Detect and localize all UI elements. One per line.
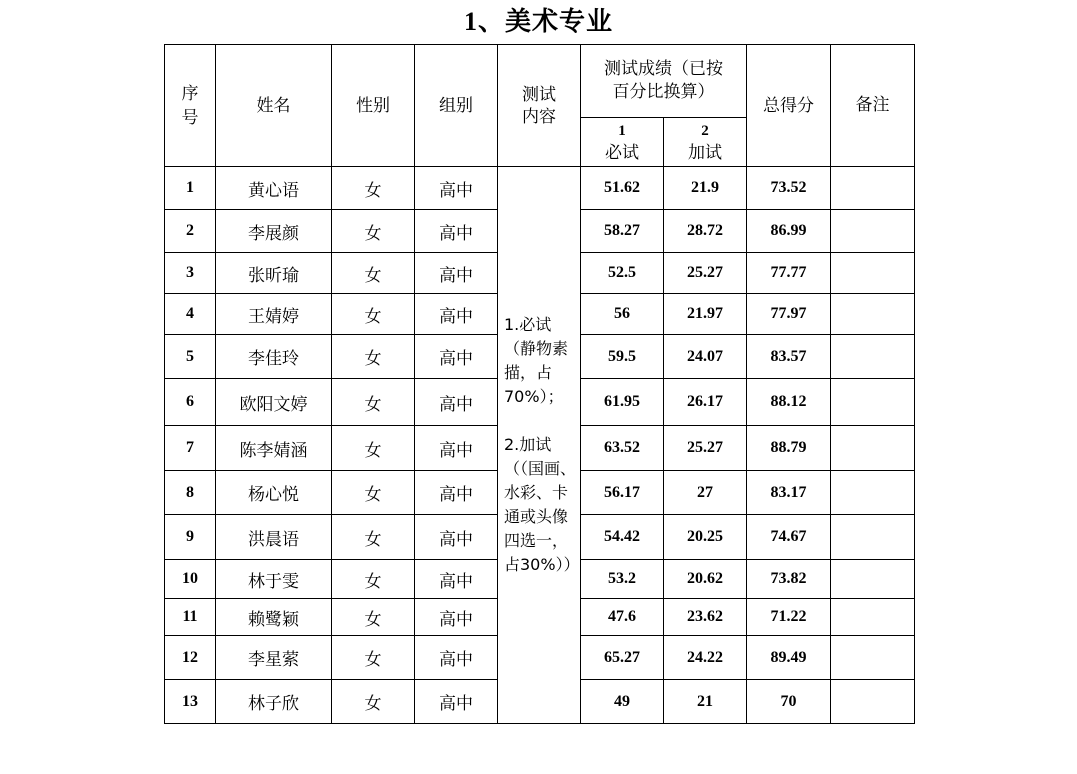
cell-gender: 女 bbox=[332, 680, 415, 724]
cell-required-score: 61.95 bbox=[581, 379, 664, 426]
cell-total: 71.22 bbox=[747, 599, 831, 636]
cell-group: 高中 bbox=[415, 560, 498, 599]
cell-total: 89.49 bbox=[747, 636, 831, 680]
cell-required-score: 47.6 bbox=[581, 599, 664, 636]
cell-remark bbox=[831, 599, 915, 636]
cell-total: 86.99 bbox=[747, 210, 831, 253]
page-title bbox=[0, 4, 1077, 40]
cell-required-score: 65.27 bbox=[581, 636, 664, 680]
cell-name: 陈李婧涵 bbox=[216, 426, 332, 471]
cell-remark bbox=[831, 167, 915, 210]
cell-required-score: 53.2 bbox=[581, 560, 664, 599]
header-name: 姓名 bbox=[216, 45, 332, 167]
cell-required-score: 58.27 bbox=[581, 210, 664, 253]
cell-total: 83.57 bbox=[747, 335, 831, 379]
cell-total: 77.77 bbox=[747, 253, 831, 294]
header-gender: 性别 bbox=[332, 45, 415, 167]
cell-seq: 11 bbox=[165, 599, 216, 636]
cell-required-score: 56.17 bbox=[581, 471, 664, 515]
cell-extra-score: 20.62 bbox=[664, 560, 747, 599]
cell-group: 高中 bbox=[415, 680, 498, 724]
cell-name: 杨心悦 bbox=[216, 471, 332, 515]
cell-required-score: 56 bbox=[581, 294, 664, 335]
cell-total: 88.79 bbox=[747, 426, 831, 471]
cell-seq: 2 bbox=[165, 210, 216, 253]
test-content-text: 1.必试（静物素描，占70%）； 2.加试（（国画、水彩、卡通或头像四选一，占30%）） bbox=[504, 315, 580, 574]
cell-gender: 女 bbox=[332, 560, 415, 599]
cell-remark bbox=[831, 294, 915, 335]
cell-gender: 女 bbox=[332, 426, 415, 471]
cell-gender: 女 bbox=[332, 253, 415, 294]
cell-name: 林子欣 bbox=[216, 680, 332, 724]
cell-remark bbox=[831, 210, 915, 253]
cell-seq: 8 bbox=[165, 471, 216, 515]
cell-total: 88.12 bbox=[747, 379, 831, 426]
header-group: 组别 bbox=[415, 45, 498, 167]
cell-gender: 女 bbox=[332, 515, 415, 560]
cell-remark bbox=[831, 560, 915, 599]
cell-extra-score: 21.9 bbox=[664, 167, 747, 210]
header-content: 测试内容 bbox=[498, 45, 581, 167]
cell-group: 高中 bbox=[415, 210, 498, 253]
cell-remark bbox=[831, 471, 915, 515]
cell-required-score: 59.5 bbox=[581, 335, 664, 379]
cell-name: 张昕瑜 bbox=[216, 253, 332, 294]
cell-name: 李展颜 bbox=[216, 210, 332, 253]
cell-group: 高中 bbox=[415, 335, 498, 379]
cell-remark bbox=[831, 335, 915, 379]
cell-extra-score: 24.22 bbox=[664, 636, 747, 680]
cell-seq: 6 bbox=[165, 379, 216, 426]
cell-total: 73.82 bbox=[747, 560, 831, 599]
cell-seq: 10 bbox=[165, 560, 216, 599]
cell-group: 高中 bbox=[415, 636, 498, 680]
cell-seq: 12 bbox=[165, 636, 216, 680]
title-text: 美术专业 bbox=[505, 7, 614, 37]
cell-group: 高中 bbox=[415, 379, 498, 426]
cell-remark bbox=[831, 680, 915, 724]
cell-remark bbox=[831, 515, 915, 560]
cell-total: 73.52 bbox=[747, 167, 831, 210]
cell-name: 李星萦 bbox=[216, 636, 332, 680]
title-number: 1、 bbox=[463, 7, 505, 36]
cell-group: 高中 bbox=[415, 294, 498, 335]
cell-gender: 女 bbox=[332, 294, 415, 335]
header-seq: 序号 bbox=[165, 45, 216, 167]
cell-gender: 女 bbox=[332, 599, 415, 636]
cell-group: 高中 bbox=[415, 426, 498, 471]
cell-group: 高中 bbox=[415, 515, 498, 560]
cell-seq: 5 bbox=[165, 335, 216, 379]
cell-remark bbox=[831, 426, 915, 471]
cell-required-score: 52.5 bbox=[581, 253, 664, 294]
cell-name: 林于雯 bbox=[216, 560, 332, 599]
cell-gender: 女 bbox=[332, 335, 415, 379]
cell-group: 高中 bbox=[415, 167, 498, 210]
cell-group: 高中 bbox=[415, 599, 498, 636]
table-row bbox=[165, 167, 915, 210]
cell-gender: 女 bbox=[332, 210, 415, 253]
cell-extra-score: 20.25 bbox=[664, 515, 747, 560]
cell-seq: 9 bbox=[165, 515, 216, 560]
cell-gender: 女 bbox=[332, 471, 415, 515]
cell-required-score: 63.52 bbox=[581, 426, 664, 471]
cell-extra-score: 27 bbox=[664, 471, 747, 515]
cell-extra-score: 28.72 bbox=[664, 210, 747, 253]
header-sub-required: 1 必试 bbox=[581, 118, 664, 167]
cell-test-content bbox=[498, 167, 581, 724]
cell-extra-score: 24.07 bbox=[664, 335, 747, 379]
cell-required-score: 51.62 bbox=[581, 167, 664, 210]
cell-name: 李佳玲 bbox=[216, 335, 332, 379]
cell-gender: 女 bbox=[332, 379, 415, 426]
cell-seq: 13 bbox=[165, 680, 216, 724]
cell-required-score: 54.42 bbox=[581, 515, 664, 560]
cell-total: 74.67 bbox=[747, 515, 831, 560]
cell-required-score: 49 bbox=[581, 680, 664, 724]
cell-name: 赖鹭颖 bbox=[216, 599, 332, 636]
cell-extra-score: 21 bbox=[664, 680, 747, 724]
cell-total: 70 bbox=[747, 680, 831, 724]
cell-remark bbox=[831, 636, 915, 680]
header-total: 总得分 bbox=[747, 45, 831, 167]
table-body bbox=[165, 167, 915, 724]
score-table bbox=[164, 44, 915, 724]
cell-total: 77.97 bbox=[747, 294, 831, 335]
header-sub-extra: 2 加试 bbox=[664, 118, 747, 167]
cell-seq: 7 bbox=[165, 426, 216, 471]
cell-name: 欧阳文婷 bbox=[216, 379, 332, 426]
cell-gender: 女 bbox=[332, 636, 415, 680]
cell-group: 高中 bbox=[415, 253, 498, 294]
cell-remark bbox=[831, 379, 915, 426]
cell-extra-score: 26.17 bbox=[664, 379, 747, 426]
cell-remark bbox=[831, 253, 915, 294]
cell-name: 洪晨语 bbox=[216, 515, 332, 560]
header-remark: 备注 bbox=[831, 45, 915, 167]
cell-gender: 女 bbox=[332, 167, 415, 210]
cell-extra-score: 23.62 bbox=[664, 599, 747, 636]
header-score-group: 测试成绩（已按百分比换算） bbox=[581, 45, 747, 118]
cell-seq: 3 bbox=[165, 253, 216, 294]
cell-seq: 1 bbox=[165, 167, 216, 210]
cell-name: 黄心语 bbox=[216, 167, 332, 210]
cell-total: 83.17 bbox=[747, 471, 831, 515]
cell-extra-score: 25.27 bbox=[664, 426, 747, 471]
cell-name: 王婧婷 bbox=[216, 294, 332, 335]
cell-seq: 4 bbox=[165, 294, 216, 335]
cell-extra-score: 25.27 bbox=[664, 253, 747, 294]
cell-group: 高中 bbox=[415, 471, 498, 515]
cell-extra-score: 21.97 bbox=[664, 294, 747, 335]
